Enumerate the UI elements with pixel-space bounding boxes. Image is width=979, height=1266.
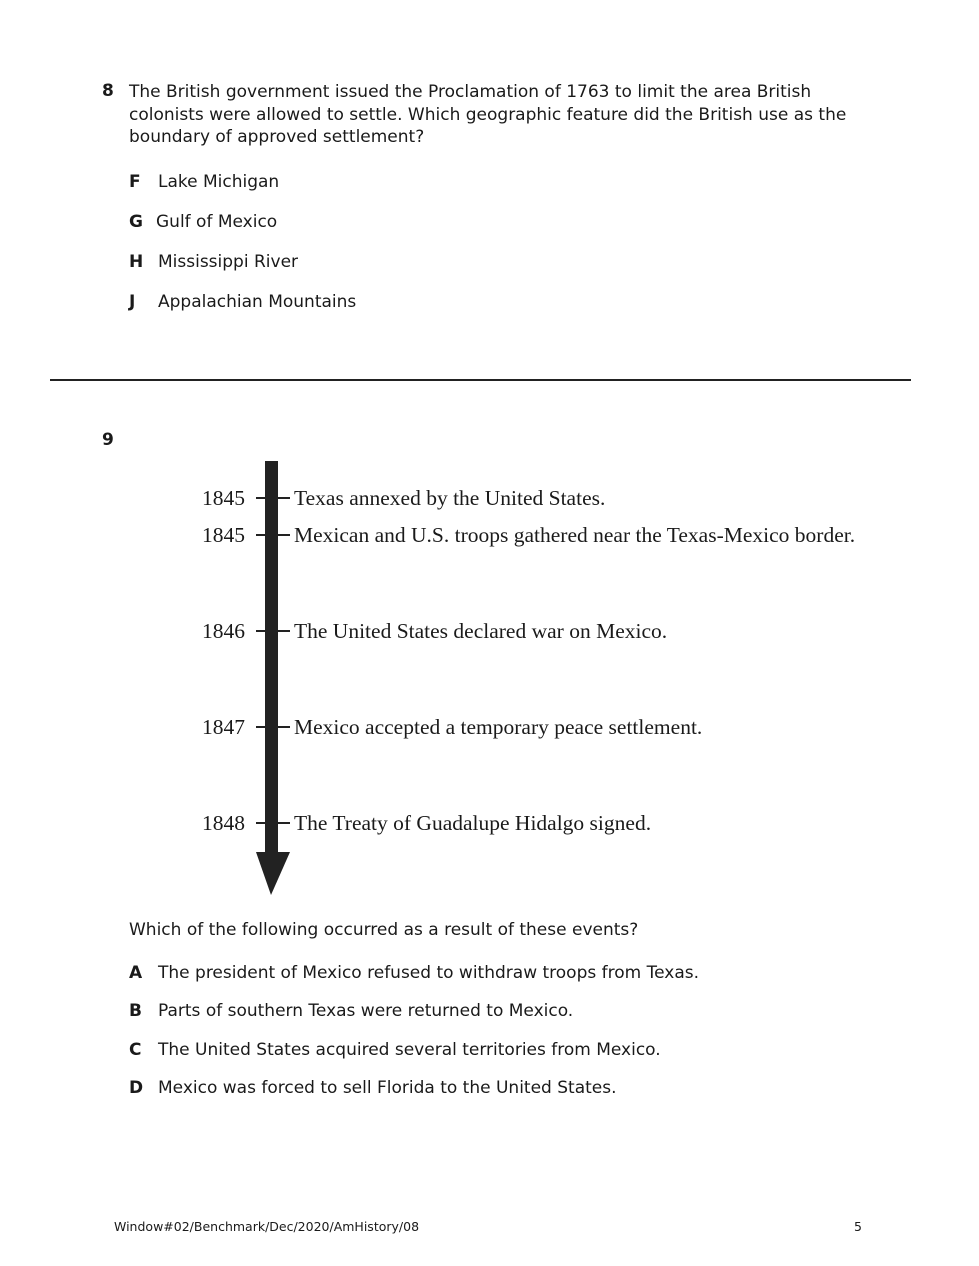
option-letter: D	[129, 1078, 144, 1098]
footer-code: Window#02/Benchmark/Dec/2020/AmHistory/08	[114, 1219, 420, 1234]
option-text: Appalachian Mountains	[158, 292, 357, 312]
timeline-event: The Treaty of Guadalupe Hidalgo signed.	[294, 811, 652, 835]
section-divider	[50, 379, 911, 381]
timeline-year: 1848	[202, 811, 245, 835]
timeline-event: Mexico accepted a temporary peace settlement.	[294, 715, 703, 739]
answer-option-g[interactable]	[129, 212, 277, 232]
option-letter: B	[129, 1001, 142, 1021]
option-letter: G	[129, 212, 143, 232]
question-9-number: 9	[102, 430, 114, 450]
option-text: Mexico was forced to sell Florida to the United States.	[158, 1078, 617, 1098]
timeline-tick	[256, 726, 290, 728]
option-text: Gulf of Mexico	[156, 212, 278, 232]
timeline-year: 1847	[202, 715, 245, 739]
option-letter: J	[129, 292, 136, 312]
answer-option-b[interactable]	[129, 1001, 573, 1021]
timeline-year: 1845	[202, 523, 245, 547]
answer-option-f[interactable]	[129, 172, 279, 192]
option-letter: A	[129, 963, 143, 983]
timeline-year: 1846	[202, 619, 245, 643]
timeline-tick	[256, 497, 290, 499]
option-letter: H	[129, 252, 144, 272]
timeline-event: The United States declared war on Mexico.	[294, 619, 668, 643]
page-number: 5	[854, 1219, 862, 1234]
option-text: Mississippi River	[158, 252, 299, 272]
timeline-tick	[256, 822, 290, 824]
question-9-stem: Which of the following occurred as a result of these events?	[129, 920, 639, 940]
answer-option-c[interactable]	[129, 1040, 661, 1060]
option-text: The United States acquired several territories from Mexico.	[158, 1040, 661, 1060]
answer-option-d[interactable]	[129, 1078, 617, 1098]
answer-option-h[interactable]	[129, 252, 298, 272]
option-text: Parts of southern Texas were returned to Mexico.	[158, 1001, 574, 1021]
option-text: The president of Mexico refused to withdraw troops from Texas.	[158, 963, 699, 983]
timeline-event: Texas annexed by the United States.	[294, 486, 606, 510]
answer-option-j[interactable]	[129, 292, 356, 312]
timeline-arrow-icon	[250, 455, 300, 900]
answer-option-a[interactable]	[129, 963, 699, 983]
option-letter: C	[129, 1040, 142, 1060]
option-text: Lake Michigan	[158, 172, 280, 192]
timeline-tick	[256, 534, 290, 536]
question-8-number: 8	[102, 81, 114, 101]
timeline-tick	[256, 630, 290, 632]
question-8-stem: The British government issued the Proclamation of 1763 to limit the area British colonists were allowed to settle. Which geographic feature did the British use as the boundary of approved settlement?	[129, 82, 847, 147]
timeline-event: Mexican and U.S. troops gathered near the Texas-Mexico border.	[294, 523, 856, 547]
timeline-year: 1845	[202, 486, 245, 510]
option-letter: F	[129, 172, 141, 192]
